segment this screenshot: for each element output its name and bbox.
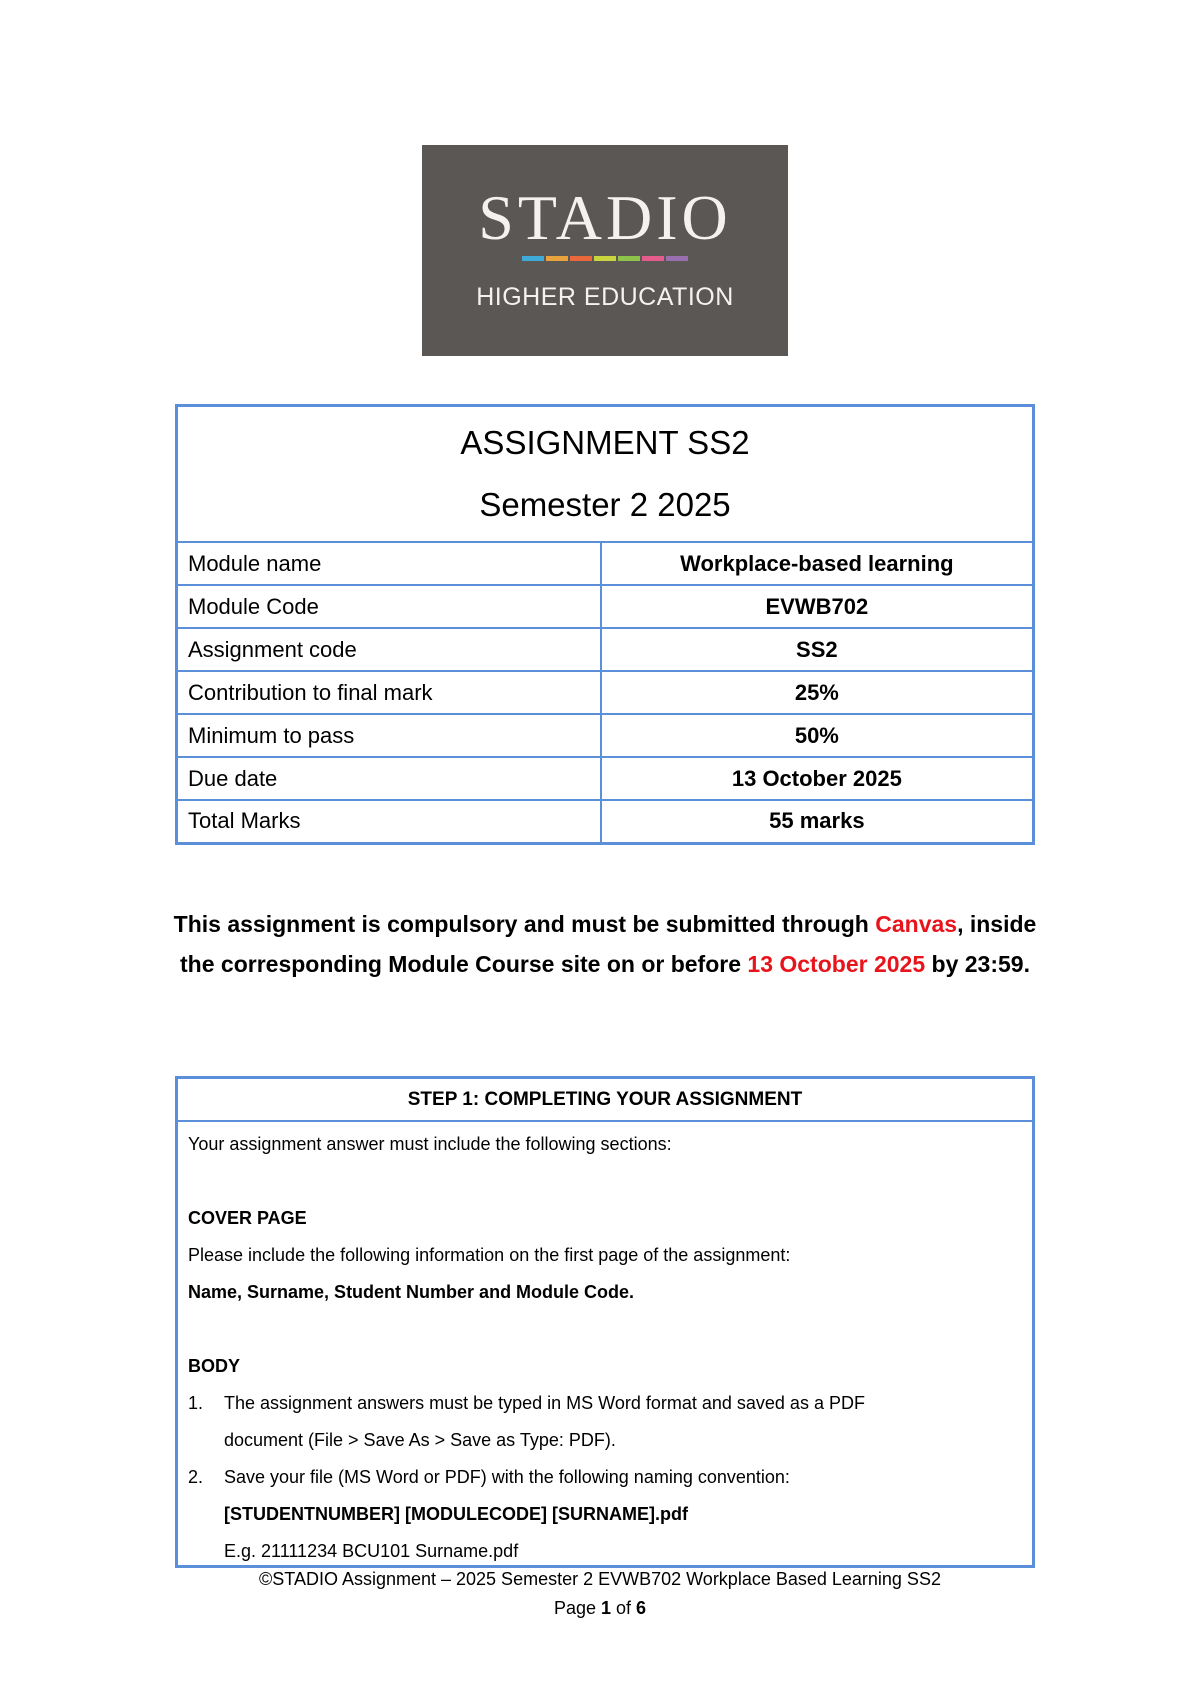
logo-wordmark: STADIO [478,182,732,253]
assignment-info-table [175,404,1035,845]
page-number [0,1594,1200,1623]
row-label: Contribution to final mark [177,671,601,714]
row-label: Module name [177,542,601,585]
stripe-segment [666,256,688,261]
row-label: Assignment code [177,628,601,671]
table-row [177,671,1034,714]
footer-copyright: ©STADIO Assignment – 2025 Semester 2 EVWB702 Workplace Based Learning SS2 [259,1569,941,1589]
row-value: Workplace-based learning [601,542,1034,585]
stripe-segment [594,256,616,261]
notice-text: , inside the corresponding Module Course site on or before [180,911,1037,977]
naming-convention: [STUDENTNUMBER] [MODULECODE] [SURNAME].pdf [224,1504,688,1524]
page-footer [0,1565,1200,1623]
list-line: document (File > Save As > Save as Type: PDF). [224,1430,616,1450]
step1-intro: Your assignment answer must include the following sections: [188,1134,672,1154]
row-value: 25% [601,671,1034,714]
logo-subtitle: HIGHER EDUCATION [476,283,734,311]
body-heading: BODY [188,1356,241,1376]
stripe-segment [618,256,640,261]
page-of: of [611,1598,637,1618]
list-item [188,1459,1022,1570]
stripe-segment [522,256,544,261]
table-row [177,585,1034,628]
canvas-highlight: Canvas [875,911,958,937]
row-value: 55 marks [601,800,1034,843]
table-header-row [177,406,1034,543]
step1-title: STEP 1: COMPLETING YOUR ASSIGNMENT [178,1079,1032,1122]
logo-color-stripe [522,256,688,261]
row-value: EVWB702 [601,585,1034,628]
row-label: Total Marks [177,800,601,843]
submission-notice [160,904,1050,984]
stripe-segment [642,256,664,261]
row-label: Due date [177,757,601,800]
step1-body [178,1122,1032,1570]
row-value: SS2 [601,628,1034,671]
cover-page-fields: Name, Surname, Student Number and Module Code. [188,1282,635,1302]
row-value: 50% [601,714,1034,757]
due-date-highlight: 13 October 2025 [747,951,926,977]
stripe-segment [546,256,568,261]
list-number: 1. [188,1393,204,1413]
assignment-title: ASSIGNMENT SS2 [460,424,750,461]
cover-page-heading: COVER PAGE [188,1208,307,1228]
table-header-cell [177,406,1034,543]
row-label: Module Code [177,585,601,628]
list-line: Save your file (MS Word or PDF) with the following naming convention: [224,1467,790,1487]
page-prefix: Page [553,1598,601,1618]
table-row [177,800,1034,843]
notice-text: This assignment is compulsory and must be submitted through [173,911,876,937]
semester-label: Semester 2 2025 [479,486,731,523]
stripe-segment [570,256,592,261]
row-label: Minimum to pass [177,714,601,757]
naming-example: E.g. 21111234 BCU101 Surname.pdf [224,1541,519,1561]
table-row [177,628,1034,671]
list-item [188,1385,1022,1459]
list-number: 2. [188,1467,204,1487]
stadio-logo [422,145,788,356]
list-line: The assignment answers must be typed in MS Word format and saved as a PDF [224,1393,865,1413]
table-row [177,542,1034,585]
page-total: 6 [636,1598,647,1618]
page-current: 1 [601,1598,612,1618]
notice-text: by 23:59. [925,951,1030,977]
table-row [177,714,1034,757]
step1-box [175,1076,1035,1568]
row-value: 13 October 2025 [601,757,1034,800]
table-row [177,757,1034,800]
cover-page-text: Please include the following information on the first page of the assignment: [188,1245,791,1265]
